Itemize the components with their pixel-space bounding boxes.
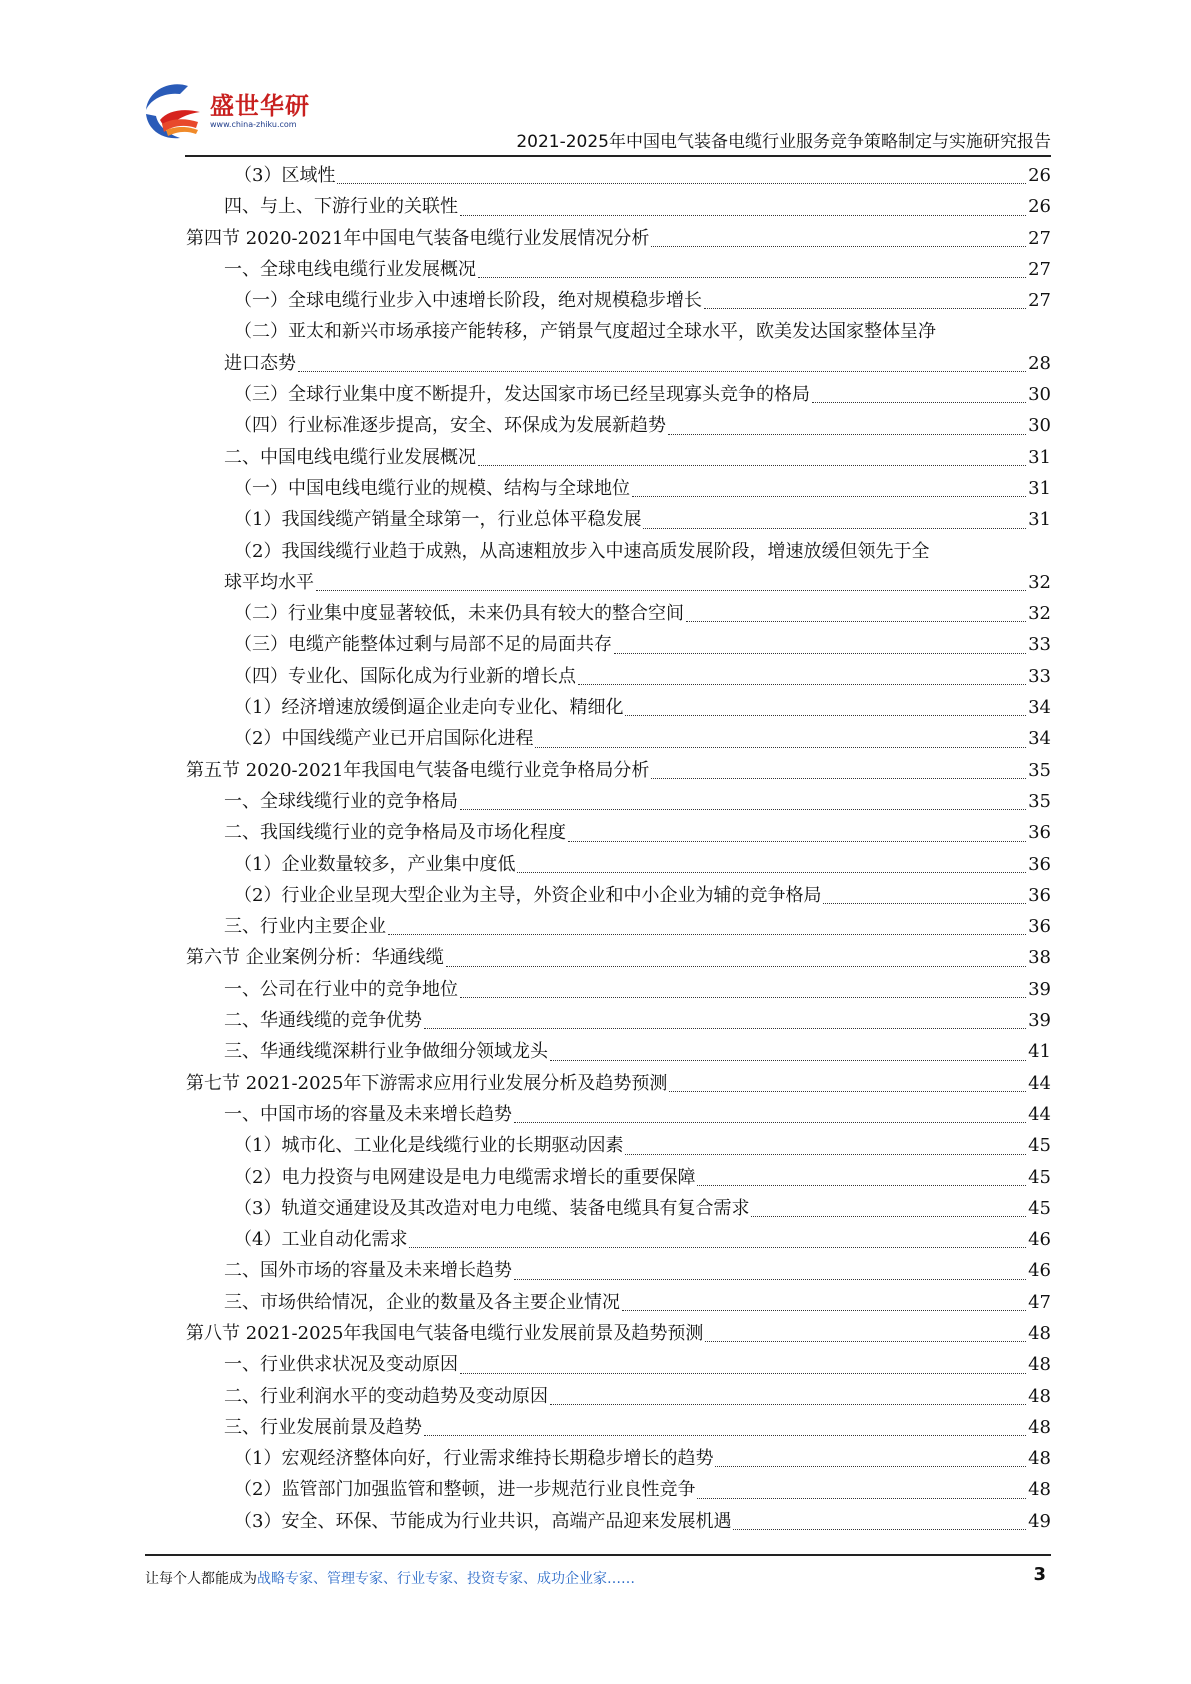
toc-entry[interactable] (186, 1412, 1051, 1443)
toc-entry[interactable] (186, 504, 1051, 535)
toc-entry-text: 二、国外市场的容量及未来增长趋势 (224, 1260, 512, 1282)
toc-entry[interactable] (186, 629, 1051, 660)
toc-entry[interactable] (186, 1005, 1051, 1036)
toc-entry-text: （2）电力投资与电网建设是电力电缆需求增长的重要保障 (234, 1166, 696, 1188)
logo-name: 盛世华研 (210, 92, 310, 120)
toc-entry-text: （1）企业数量较多，产业集中度低 (234, 853, 516, 875)
toc-entry[interactable] (186, 1443, 1051, 1474)
toc-page-number: 47 (1028, 1291, 1051, 1313)
toc-entry[interactable] (186, 1381, 1051, 1412)
toc-entry-text: 第六节 企业案例分析：华通线缆 (186, 947, 444, 969)
toc-leader-dots (460, 191, 1026, 222)
toc-entry[interactable] (186, 410, 1051, 441)
toc-entry[interactable] (186, 598, 1051, 629)
toc-entry[interactable] (186, 191, 1051, 222)
page-header (0, 0, 1191, 160)
toc-page-number: 48 (1028, 1479, 1051, 1501)
toc-leader-dots (812, 379, 1026, 410)
toc-entry[interactable] (186, 974, 1051, 1005)
toc-entry[interactable] (186, 849, 1051, 880)
toc-entry[interactable] (186, 1506, 1051, 1537)
toc-page-number: 30 (1028, 415, 1051, 437)
toc-page-number: 45 (1028, 1197, 1051, 1219)
toc-page-number: 39 (1028, 978, 1051, 1000)
toc-leader-dots (751, 1193, 1026, 1224)
toc-leader-dots (460, 786, 1026, 817)
toc-leader-dots (514, 1099, 1026, 1130)
toc-page-number: 38 (1028, 947, 1051, 969)
toc-entry[interactable] (186, 1068, 1051, 1099)
toc-entry[interactable] (186, 1193, 1051, 1224)
toc-page-number: 36 (1028, 916, 1051, 938)
toc-entry-text: （一）中国电线电缆行业的规模、结构与全球地位 (234, 477, 630, 499)
toc-leader-dots (337, 160, 1026, 191)
toc-entry[interactable] (186, 1130, 1051, 1161)
logo-url: www.china-zhiku.com (210, 120, 297, 129)
toc-page-number: 36 (1028, 853, 1051, 875)
toc-entry-text: 一、全球电线电缆行业发展概况 (224, 258, 476, 280)
table-of-contents (186, 160, 1051, 1537)
company-logo (140, 80, 320, 150)
toc-entry[interactable] (186, 1474, 1051, 1505)
toc-entry-text: （四）行业标准逐步提高，安全、环保成为发展新趋势 (234, 415, 666, 437)
toc-entry[interactable] (186, 160, 1051, 191)
toc-leader-dots (686, 598, 1026, 629)
toc-entry-text: （3）安全、环保、节能成为行业共识，高端产品迎来发展机遇 (234, 1510, 732, 1532)
toc-leader-dots (409, 1224, 1026, 1255)
toc-leader-dots (668, 410, 1026, 441)
toc-leader-dots (460, 974, 1026, 1005)
toc-page-number: 31 (1028, 477, 1051, 499)
toc-page-number: 32 (1028, 571, 1051, 593)
toc-entry-text: 三、市场供给情况，企业的数量及各主要企业情况 (224, 1291, 620, 1313)
toc-leader-dots (550, 1036, 1026, 1067)
toc-page-number: 35 (1028, 759, 1051, 781)
toc-page-number: 26 (1028, 165, 1051, 186)
toc-page-number: 35 (1028, 790, 1051, 812)
toc-page-number: 32 (1028, 603, 1051, 625)
toc-entry[interactable] (186, 817, 1051, 848)
toc-entry[interactable] (186, 786, 1051, 817)
toc-entry[interactable] (186, 1349, 1051, 1380)
toc-entry-text: 球平均水平 (224, 571, 314, 593)
toc-leader-dots (478, 254, 1026, 285)
toc-page-number: 33 (1028, 634, 1051, 656)
toc-entry-text: 一、全球线缆行业的竞争格局 (224, 790, 458, 812)
toc-entry-text: 第七节 2021-2025年下游需求应用行业发展分析及趋势预测 (186, 1072, 668, 1094)
toc-leader-dots (578, 661, 1026, 692)
toc-page-number: 48 (1028, 1416, 1051, 1438)
toc-page-number: 46 (1028, 1229, 1051, 1251)
toc-entry[interactable] (186, 316, 1051, 347)
toc-entry-text: （2）中国线缆产业已开启国际化进程 (234, 728, 534, 750)
toc-page-number: 36 (1028, 884, 1051, 906)
toc-entry-text: （4）工业自动化需求 (234, 1229, 408, 1251)
toc-leader-dots (625, 1130, 1026, 1161)
toc-leader-dots (622, 1287, 1026, 1318)
toc-entry-text: （2）我国线缆行业趋于成熟，从高速粗放步入中速高质发展阶段，增速放缓但领先于全 (234, 540, 930, 562)
toc-entry[interactable] (186, 254, 1051, 285)
toc-entry[interactable] (186, 661, 1051, 692)
toc-leader-dots (697, 1474, 1026, 1505)
toc-page-number: 45 (1028, 1135, 1051, 1157)
toc-entry[interactable] (186, 1287, 1051, 1318)
toc-entry-text: 一、中国市场的容量及未来增长趋势 (224, 1103, 512, 1125)
toc-entry-text: （1）我国线缆产销量全球第一，行业总体平稳发展 (234, 509, 642, 531)
toc-page-number: 26 (1028, 196, 1051, 218)
toc-entry-text: （二）亚太和新兴市场承接产能转移，产销景气度超过全球水平，欧美发达国家整体呈净 (234, 321, 936, 343)
toc-leader-dots (669, 1068, 1026, 1099)
toc-entry-text: （三）全球行业集中度不断提升，发达国家市场已经呈现寡头竞争的格局 (234, 384, 810, 406)
toc-entry[interactable] (186, 1224, 1051, 1255)
toc-entry[interactable] (186, 285, 1051, 316)
toc-entry-text: 四、与上、下游行业的关联性 (224, 196, 458, 218)
toc-entry[interactable] (186, 911, 1051, 942)
toc-leader-dots (514, 1255, 1026, 1286)
toc-entry[interactable] (186, 692, 1051, 723)
toc-leader-dots (517, 849, 1026, 880)
toc-leader-dots (446, 942, 1026, 973)
toc-leader-dots (733, 1506, 1026, 1537)
toc-entry-text: （二）行业集中度显著较低，未来仍具有较大的整合空间 (234, 603, 684, 625)
toc-page-number: 46 (1028, 1260, 1051, 1282)
toc-entry-text: 二、我国线缆行业的竞争格局及市场化程度 (224, 822, 566, 844)
toc-entry-text: （3）区域性 (234, 165, 336, 186)
toc-page-number: 48 (1028, 1448, 1051, 1470)
header-divider (185, 155, 1051, 157)
toc-entry-text: 进口态势 (224, 352, 296, 374)
toc-page-number: 33 (1028, 665, 1051, 687)
footer-divider (145, 1554, 1051, 1556)
toc-entry-text: 一、行业供求状况及变动原因 (224, 1354, 458, 1376)
toc-page-number: 34 (1028, 728, 1051, 750)
toc-entry[interactable] (186, 536, 1051, 567)
toc-entry-text: （2）行业企业呈现大型企业为主导，外资企业和中小企业为辅的竞争格局 (234, 884, 822, 906)
toc-page-number: 39 (1028, 1010, 1051, 1032)
toc-leader-dots (651, 755, 1026, 786)
toc-leader-dots (715, 1443, 1026, 1474)
toc-page-number: 48 (1028, 1385, 1051, 1407)
toc-page-number: 34 (1028, 697, 1051, 719)
logo-emblem-icon (140, 80, 206, 144)
toc-entry-text: （1）经济增速放缓倒逼企业走向专业化、精细化 (234, 697, 624, 719)
toc-leader-dots (550, 1381, 1026, 1412)
toc-page-number: 27 (1028, 290, 1051, 312)
document-title: 2021-2025年中国电气装备电缆行业服务竞争策略制定与实施研究报告 (516, 132, 1051, 152)
toc-entry[interactable] (186, 723, 1051, 754)
toc-leader-dots (643, 504, 1026, 535)
toc-page-number: 48 (1028, 1354, 1051, 1376)
toc-page-number: 27 (1028, 258, 1051, 280)
toc-entry[interactable] (186, 223, 1051, 254)
toc-entry[interactable] (186, 880, 1051, 911)
toc-entry-text: 第五节 2020-2021年我国电气装备电缆行业竞争格局分析 (186, 759, 650, 781)
toc-entry-text: 第八节 2021-2025年我国电气装备电缆行业发展前景及趋势预测 (186, 1322, 704, 1344)
toc-page-number: 44 (1028, 1072, 1051, 1094)
toc-entry[interactable] (186, 1255, 1051, 1286)
toc-page-number: 45 (1028, 1166, 1051, 1188)
toc-page-number: 36 (1028, 822, 1051, 844)
page-number: 3 (1033, 1564, 1046, 1585)
toc-entry-text: 二、华通线缆的竞争优势 (224, 1010, 422, 1032)
toc-leader-dots (424, 1412, 1026, 1443)
toc-entry[interactable] (186, 473, 1051, 504)
toc-entry[interactable] (186, 755, 1051, 786)
toc-entry-text: （一）全球电缆行业步入中速增长阶段，绝对规模稳步增长 (234, 290, 702, 312)
toc-entry-text: 三、行业发展前景及趋势 (224, 1416, 422, 1438)
toc-entry[interactable] (186, 442, 1051, 473)
toc-leader-dots (651, 223, 1026, 254)
toc-leader-dots (625, 692, 1026, 723)
toc-page-number: 31 (1028, 509, 1051, 531)
toc-leader-dots (460, 1349, 1026, 1380)
toc-page-number: 49 (1028, 1510, 1051, 1532)
toc-page-number: 27 (1028, 227, 1051, 249)
toc-leader-dots (705, 1318, 1026, 1349)
toc-entry[interactable] (186, 1318, 1051, 1349)
toc-entry-continuation[interactable] (186, 348, 1051, 379)
toc-entry-text: （四）专业化、国际化成为行业新的增长点 (234, 665, 576, 687)
toc-entry[interactable] (186, 1099, 1051, 1130)
toc-leader-dots (316, 567, 1026, 598)
toc-leader-dots (298, 348, 1026, 379)
toc-leader-dots (697, 1162, 1026, 1193)
footer-highlight: 战略专家、管理专家、行业专家、投资专家、成功企业家…… (257, 1571, 635, 1587)
toc-page-number: 31 (1028, 446, 1051, 468)
toc-page-number: 28 (1028, 352, 1051, 374)
toc-page-number: 30 (1028, 384, 1051, 406)
toc-page-number: 48 (1028, 1322, 1051, 1344)
toc-leader-dots (478, 442, 1026, 473)
toc-entry-text: 三、华通线缆深耕行业争做细分领域龙头 (224, 1041, 548, 1063)
toc-page-number: 44 (1028, 1103, 1051, 1125)
toc-leader-dots (535, 723, 1026, 754)
toc-leader-dots (424, 1005, 1026, 1036)
toc-leader-dots (704, 285, 1026, 316)
toc-entry-text: 第四节 2020-2021年中国电气装备电缆行业发展情况分析 (186, 227, 650, 249)
footer-slogan (145, 1568, 635, 1588)
toc-entry-continuation[interactable] (186, 567, 1051, 598)
toc-entry-text: 一、公司在行业中的竞争地位 (224, 978, 458, 1000)
toc-entry-text: 三、行业内主要企业 (224, 916, 386, 938)
toc-leader-dots (614, 629, 1026, 660)
toc-entry-text: （1）宏观经济整体向好，行业需求维持长期稳步增长的趋势 (234, 1448, 714, 1470)
toc-page-number: 41 (1028, 1041, 1051, 1063)
toc-entry-text: （三）电缆产能整体过剩与局部不足的局面共存 (234, 634, 612, 656)
toc-leader-dots (388, 911, 1026, 942)
toc-entry[interactable] (186, 379, 1051, 410)
toc-entry-text: 二、行业利润水平的变动趋势及变动原因 (224, 1385, 548, 1407)
toc-leader-dots (632, 473, 1026, 504)
toc-entry-text: （1）城市化、工业化是线缆行业的长期驱动因素 (234, 1135, 624, 1157)
toc-entry-text: （2）监管部门加强监管和整顿，进一步规范行业良性竞争 (234, 1479, 696, 1501)
toc-entry-text: 二、中国电线电缆行业发展概况 (224, 446, 476, 468)
toc-leader-dots (823, 880, 1026, 911)
toc-leader-dots (568, 817, 1026, 848)
toc-entry[interactable] (186, 1162, 1051, 1193)
toc-entry[interactable] (186, 1036, 1051, 1067)
toc-entry[interactable] (186, 942, 1051, 973)
toc-entry-text: （3）轨道交通建设及其改造对电力电缆、装备电缆具有复合需求 (234, 1197, 750, 1219)
footer-prefix: 让每个人都能成为 (145, 1571, 257, 1587)
